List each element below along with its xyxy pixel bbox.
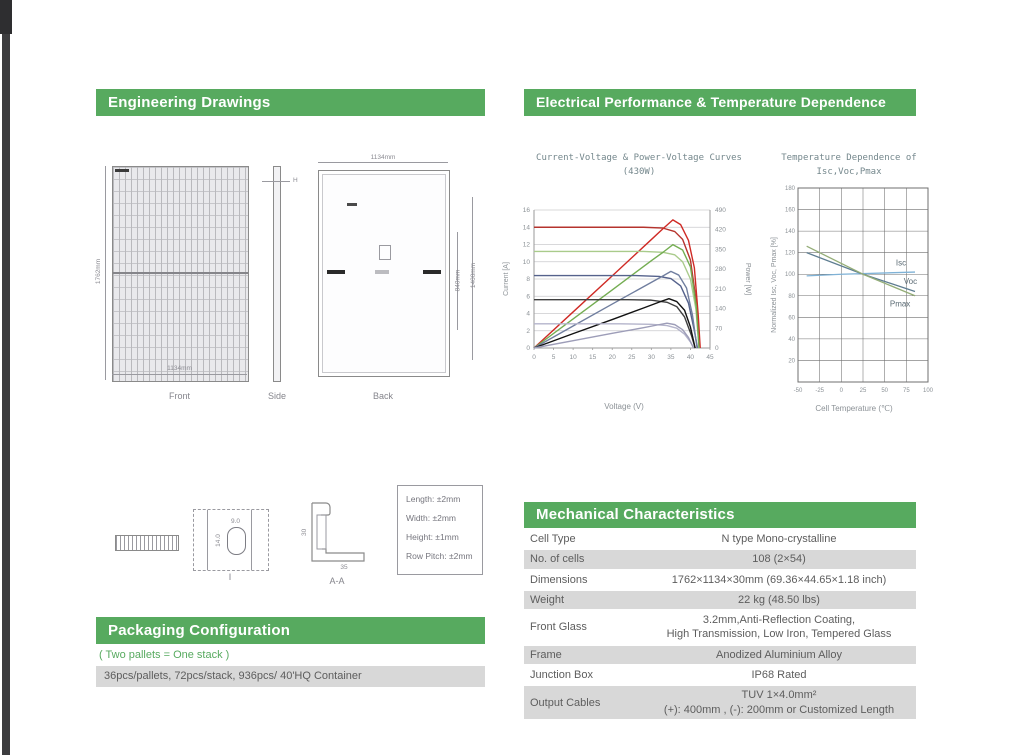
svg-text:35: 35 xyxy=(667,354,675,361)
svg-text:Pmax: Pmax xyxy=(889,299,911,309)
svg-text:120: 120 xyxy=(784,250,795,257)
junction-box-drawing xyxy=(379,245,391,260)
packaging-note: ( Two pallets = One stack ) xyxy=(99,649,230,661)
svg-text:210: 210 xyxy=(715,285,726,293)
back-width-dim-text: 1134mm xyxy=(370,154,396,161)
cable-mid-drawing xyxy=(375,270,389,274)
table-row xyxy=(524,686,916,719)
back-view-label: Back xyxy=(372,391,393,401)
row-value: 1762×1134×30mm (69.36×44.65×1.18 inch) xyxy=(671,573,887,586)
row-value: Anodized Aluminium Alloy xyxy=(716,648,842,661)
svg-text:0: 0 xyxy=(839,388,844,394)
svg-text:14: 14 xyxy=(522,224,530,232)
tolerance-box xyxy=(397,485,483,575)
panel-back-drawing xyxy=(318,170,450,377)
svg-text:4: 4 xyxy=(526,310,530,318)
section-AA-label: A-A xyxy=(329,576,345,586)
svg-text:140: 140 xyxy=(715,305,726,313)
svg-text:40: 40 xyxy=(788,336,795,343)
svg-text:20: 20 xyxy=(608,354,616,361)
iv-chart-title: Current-Voltage & Power-Voltage Curves (430W) xyxy=(536,153,742,178)
frame-end-profile-drawing xyxy=(115,535,179,551)
svg-text:15: 15 xyxy=(589,354,597,361)
mech-table xyxy=(524,530,916,721)
front-height-dim-line xyxy=(105,166,106,380)
svg-text:140: 140 xyxy=(784,229,795,236)
svg-text:100: 100 xyxy=(922,388,934,394)
row-label: Output Cables xyxy=(530,696,601,709)
mounting-hole-detail-drawing xyxy=(193,509,269,571)
tolerance-row-pitch: Row Pitch: ±2mm xyxy=(406,551,473,561)
row-label: Junction Box xyxy=(530,669,593,682)
svg-text:2: 2 xyxy=(526,327,530,335)
hole-height-dim-text: 14.0 xyxy=(214,534,222,547)
svg-text:5: 5 xyxy=(551,354,556,361)
side-view-label: Side xyxy=(267,391,286,401)
page-spine-bar xyxy=(2,0,10,755)
table-row xyxy=(524,550,916,568)
table-row xyxy=(524,611,916,644)
row-value: N type Mono-crystalline xyxy=(721,533,837,545)
profile-height-dim-text: 30 xyxy=(301,528,308,536)
table-row xyxy=(524,571,916,589)
table-row xyxy=(524,646,916,664)
svg-text:60: 60 xyxy=(788,315,795,322)
svg-text:30: 30 xyxy=(647,354,655,361)
svg-text:70: 70 xyxy=(715,325,723,333)
row-label: Weight xyxy=(530,594,565,607)
cell-temperature-axis-caption: Cell Temperature (℃) xyxy=(815,404,893,413)
voltage-axis-caption: Voltage (V) xyxy=(604,402,644,411)
svg-text:Isc: Isc xyxy=(895,258,907,268)
row-value: 22 kg (48.50 lbs) xyxy=(738,593,820,606)
back-width-dim-line xyxy=(318,162,448,163)
electrical-performance-header: Electrical Performance & Temperature Dependence xyxy=(524,89,916,116)
panel-logo-mark xyxy=(115,169,129,172)
page-spine-cap xyxy=(0,0,12,34)
svg-text:Normalized Isc, Voc, Pmax [%]: Normalized Isc, Voc, Pmax [%] xyxy=(771,237,778,333)
row-label: Front Glass xyxy=(530,621,587,634)
svg-text:45: 45 xyxy=(706,354,714,361)
row-value: 3.2mm,Anti-Reflection Coating, High Transmission, Low Iron, Tempered Glass xyxy=(666,614,892,641)
svg-text:280: 280 xyxy=(715,266,726,274)
front-width-dim-text: 1134mm xyxy=(167,365,192,372)
temperature-dependence-chart xyxy=(768,176,940,404)
front-height-dim-text: 1762mm xyxy=(95,258,103,285)
side-h-dim-text: H xyxy=(293,177,298,184)
section-cut-line xyxy=(251,510,252,570)
table-row xyxy=(524,591,916,609)
svg-text:12: 12 xyxy=(522,241,530,249)
svg-text:25: 25 xyxy=(628,354,636,361)
table-row xyxy=(524,530,916,548)
hole-width-dim-text: 9.0 xyxy=(230,518,241,525)
svg-text:10: 10 xyxy=(569,354,577,361)
front-view-label: Front xyxy=(168,391,190,401)
svg-text:0: 0 xyxy=(526,345,530,352)
engineering-drawings-header: Engineering Drawings xyxy=(96,89,485,116)
svg-text:8: 8 xyxy=(526,276,530,283)
svg-text:350: 350 xyxy=(715,246,726,254)
svg-text:80: 80 xyxy=(788,293,795,300)
svg-text:20: 20 xyxy=(788,358,795,365)
svg-text:16: 16 xyxy=(522,207,530,214)
packaging-row: 36pcs/pallets, 72pcs/stack, 936pcs/ 40'HQ Container xyxy=(96,666,485,687)
mechanical-characteristics-header: Mechanical Characteristics xyxy=(524,502,916,528)
frame-cross-section-drawing xyxy=(300,498,374,572)
svg-text:50: 50 xyxy=(881,388,889,394)
tolerance-height: Height: ±1mm xyxy=(406,532,459,542)
cable-right-drawing xyxy=(423,270,441,274)
row-value: 108 (2×54) xyxy=(752,553,806,566)
row-label: No. of cells xyxy=(530,553,585,566)
svg-text:Power [W]: Power [W] xyxy=(744,262,751,296)
back-outer-dim-text: 1400mm xyxy=(470,262,478,289)
svg-text:-50: -50 xyxy=(793,388,803,394)
tolerance-width: Width: ±2mm xyxy=(406,513,457,523)
svg-text:490: 490 xyxy=(715,207,726,214)
svg-text:Voc: Voc xyxy=(903,276,918,286)
panel-front-drawing xyxy=(112,166,249,382)
table-row xyxy=(524,666,916,684)
row-label: Cell Type xyxy=(530,533,576,546)
front-width-dim-line xyxy=(112,374,247,375)
profile-width-dim-text: 35 xyxy=(340,564,348,571)
row-value: IP68 Rated xyxy=(751,669,807,682)
packaging-configuration-header: Packaging Configuration xyxy=(96,617,485,644)
svg-text:420: 420 xyxy=(715,226,726,234)
svg-text:10: 10 xyxy=(522,258,530,266)
svg-text:100: 100 xyxy=(784,272,795,279)
svg-text:Current [A]: Current [A] xyxy=(503,262,510,296)
svg-text:75: 75 xyxy=(902,388,910,394)
svg-text:160: 160 xyxy=(784,207,795,214)
back-inner-dim-text: 840mm xyxy=(454,269,462,292)
mounting-hole-oval xyxy=(227,527,246,555)
panel-middle-divider xyxy=(113,272,248,274)
row-value: TUV 1×4.0mm² (+): 400mm , (-): 200mm or Customized Length xyxy=(663,689,895,716)
row-label: Dimensions xyxy=(530,573,588,586)
svg-text:6: 6 xyxy=(526,293,530,301)
temp-chart-title: Temperature Dependence of Isc,Voc,Pmax xyxy=(781,153,917,178)
svg-text:0: 0 xyxy=(715,345,719,352)
section-cut-line xyxy=(207,510,208,570)
svg-text:-25: -25 xyxy=(815,388,825,394)
side-h-dim-line xyxy=(262,181,290,182)
svg-text:25: 25 xyxy=(859,388,867,394)
svg-text:0: 0 xyxy=(532,354,536,361)
cable-left-drawing xyxy=(327,270,345,274)
svg-text:180: 180 xyxy=(784,186,795,192)
row-label: Frame xyxy=(530,648,562,661)
panel-side-drawing xyxy=(273,166,281,382)
detail-I-label: I xyxy=(228,572,232,582)
back-label-mark xyxy=(347,203,357,206)
iv-pv-curves-chart xyxy=(498,190,758,390)
svg-text:40: 40 xyxy=(686,354,695,361)
tolerance-length: Length: ±2mm xyxy=(406,494,461,504)
